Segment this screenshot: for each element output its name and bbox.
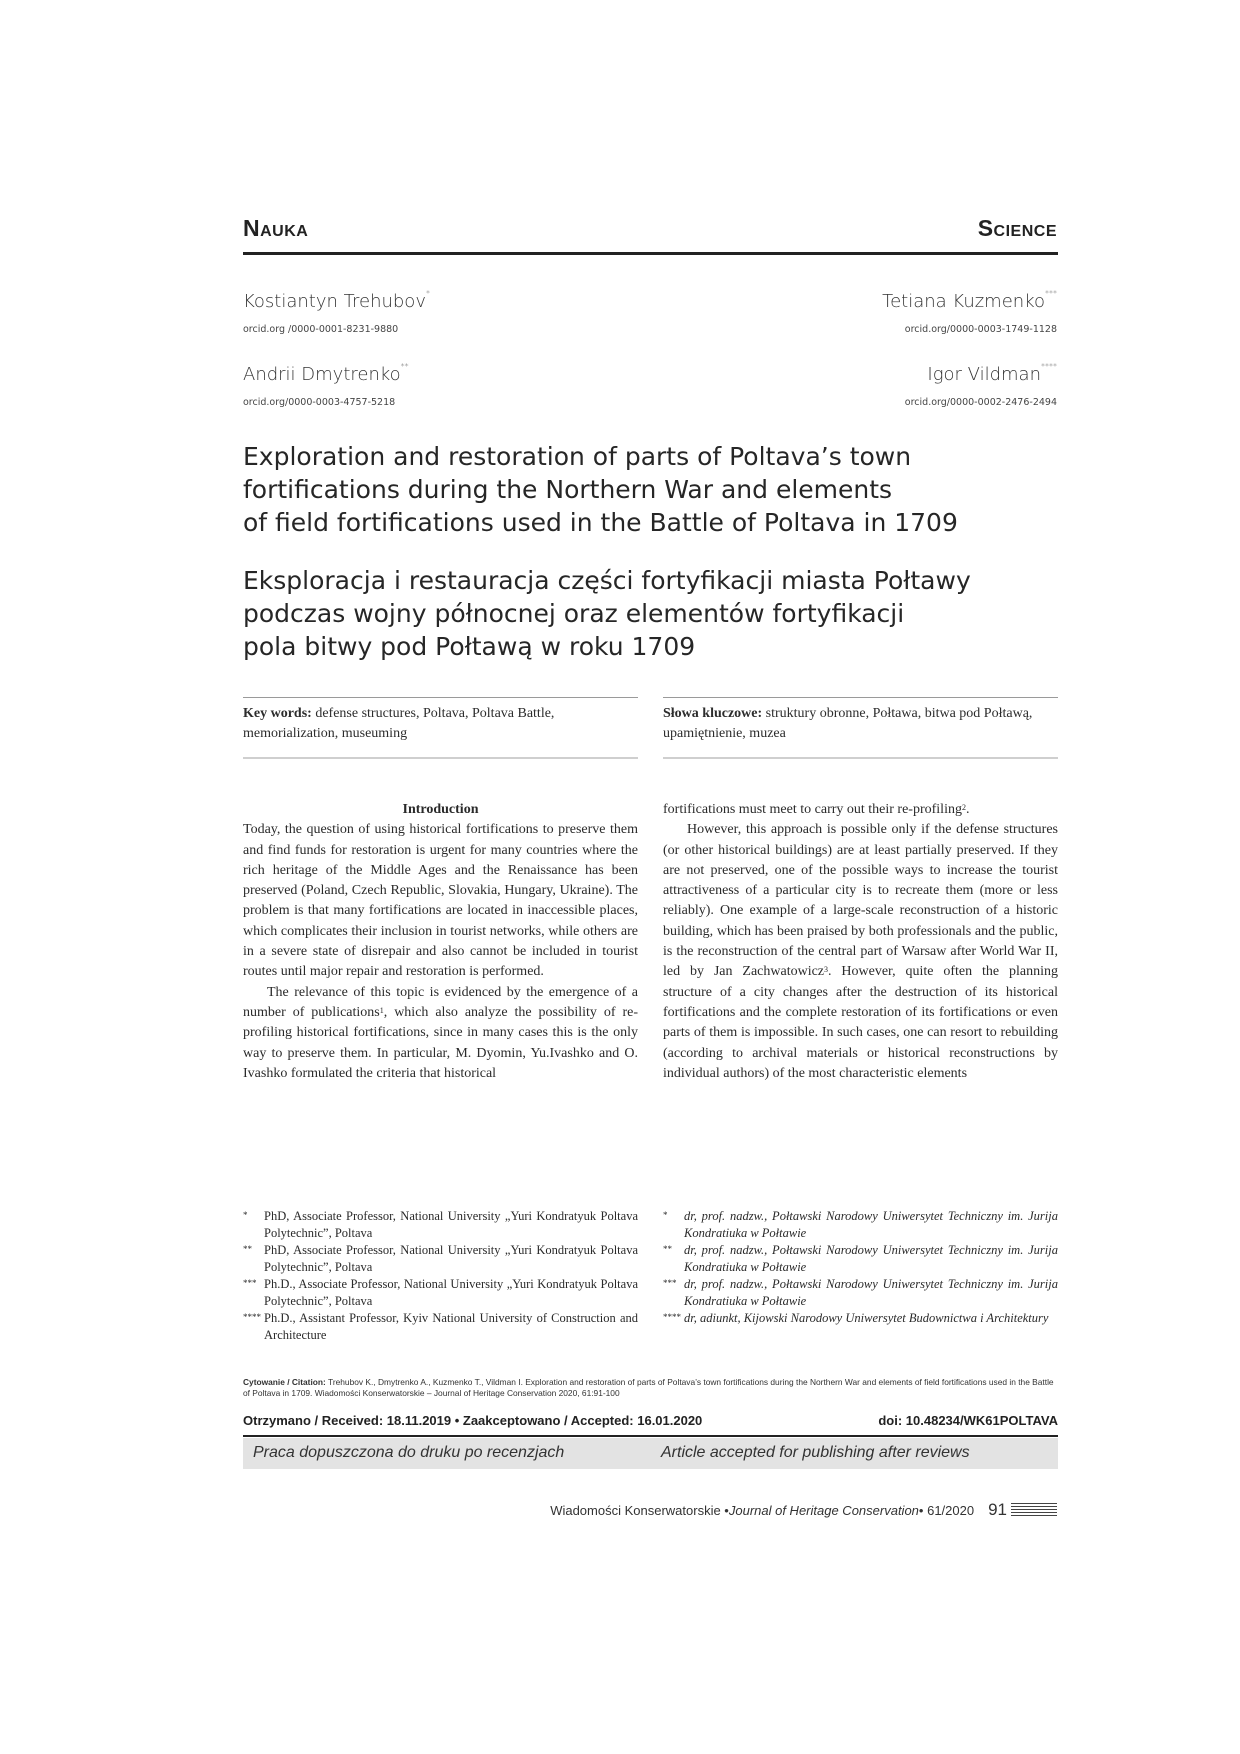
footnote: ** PhD, Associate Professor, National University „Yuri Kondratyuk Poltava Polytechnic”, Poltava (243, 1243, 638, 1274)
received-accepted-dates: Otrzymano / Received: 18.11.2019 • Zaakceptowano / Accepted: 16.01.2020 (243, 1413, 703, 1428)
footnotes-polish (663, 1208, 1058, 1327)
footnote: *** dr, prof. nadzw., Połtawski Narodowy Uniwersytet Techniczny im. Jurija Kondratiuka w Połtawie (663, 1277, 1058, 1308)
author-1: Kostiantyn Trehubov* (243, 289, 430, 312)
footnote: ** dr, prof. nadzw., Połtawski Narodowy Uniwersytet Techniczny im. Jurija Kondratiuka w Połtawie (663, 1243, 1058, 1274)
author-3-orcid[interactable]: orcid.org/0000-0003-1749-1128 (904, 324, 1057, 335)
keywords-rule-right (663, 697, 1058, 698)
doi-link[interactable]: doi: 10.48234/WK61POLTAVA (878, 1413, 1058, 1428)
review-banner (243, 1438, 1058, 1469)
body-column-right (663, 800, 1058, 1084)
body-column-left (243, 800, 638, 1084)
review-note-polish: Praca dopuszczona do druku po recenzjach (253, 1444, 565, 1461)
keywords-polish: Słowa kluczowe: struktury obronne, Połtawa, bitwa pod Połtawą, upamiętnienie, muzea (663, 706, 1033, 741)
footnote: *** Ph.D., Associate Professor, National University „Yuri Kondratyuk Poltava Polytechnic”, Poltava (243, 1277, 638, 1308)
footnote-ref[interactable]: 2 (961, 803, 966, 812)
journal-name-english: Journal of Heritage Conservation (728, 1502, 919, 1518)
journal-issue: • 61/2020 (918, 1502, 975, 1518)
keywords-english: Key words: defense structures, Poltava, Poltava Battle, memorialization, museuming (243, 706, 555, 741)
keywords-rule-left (243, 697, 638, 698)
section-label-left: Nauka (243, 215, 309, 241)
dates-row (243, 1413, 1058, 1428)
page-ornament-lines (1011, 1503, 1057, 1517)
author-3: Tetiana Kuzmenko*** (882, 289, 1057, 312)
footnote: **** dr, adiunkt, Kijowski Narodowy Uniwersytet Budownictwa i Architektury (663, 1311, 1049, 1325)
title-polish: Eksploracja i restauracja części fortyfikacji miasta Połtawy podczas wojny północnej oraz elementów fortyfikacji pola bitwy pod Połtawą w roku 1709 (243, 566, 971, 661)
author-4: Igor Vildman**** (927, 362, 1057, 385)
keywords-bar-right (663, 757, 1058, 759)
section-heading-introduction: Introduction (402, 802, 479, 817)
footnote-ref[interactable]: 3 (824, 965, 829, 975)
footnote-ref[interactable]: 1 (379, 1005, 384, 1015)
footnotes-english (243, 1208, 638, 1344)
author-2: Andrii Dmytrenko** (243, 362, 409, 385)
paragraph: fortifications must meet to carry out their re-profiling$^2$. (663, 802, 970, 817)
footnote: * dr, prof. nadzw., Połtawski Narodowy Uniwersytet Techniczny im. Jurija Kondratiuka w Połtawie (663, 1209, 1058, 1240)
paragraph: The relevance of this topic is evidenced by the emergence of a number of publications$^1$, which also analyze the possibility of re-profiling historical fortifications, since in many cases this is the only way to preserve them. In particular, M. Dyomin, Yu.Ivashko and O. Ivashko formulated the criteria that historical (243, 984, 638, 1081)
header-rule (243, 252, 1058, 255)
review-note-english: Article accepted for publishing after reviews (661, 1444, 970, 1461)
author-1-orcid[interactable]: orcid.org /0000-0001-8231-9880 (243, 324, 399, 335)
author-2-orcid[interactable]: orcid.org/0000-0003-4757-5218 (243, 397, 396, 408)
section-label-right: Science (977, 215, 1057, 241)
title-english: Exploration and restoration of parts of Poltava’s town fortifications during the Northern War and elements of field fortifications used in the Battle of Poltava in 1709 (243, 442, 958, 537)
keywords-bar-left (243, 757, 638, 759)
author-4-orcid[interactable]: orcid.org/0000-0002-2476-2494 (904, 397, 1057, 408)
page-number: 91 (988, 1500, 1007, 1519)
paragraph: Today, the question of using historical fortifications to preserve them and find funds for restoration is urgent for many countries where the rich heritage of the Middle Ages and the Renaissance has been preserved (Poland, Czech Republic, Slovakia, Hungary, Ukraine). The problem is that many fortifications are located in inaccessible places, which complicates their inclusion in tourist networks, while others are in a severe state of disrepair and also cannot be included in tourist routes until major repair and restoration is performed. (243, 822, 638, 980)
citation: Cytowanie / Citation: Trehubov K., Dmytrenko A., Kuzmenko T., Vildman I. Exploration and restoration of parts of Poltava’s town fortifications during the Northern War and elements of field fortifications used in the Battle of Poltava in 1709. Wiadomości Konserwatorskie – Journal of Heritage Conservation 2020, 61:91-100 (243, 1377, 1054, 1398)
footnote: * PhD, Associate Professor, National University „Yuri Kondratyuk Poltava Polytechnic”, Poltava (243, 1209, 638, 1240)
paragraph: However, this approach is possible only if the defense structures (or other historical buildings) are at least partially preserved. If they are not preserved, one of the possible ways to increase the tourist attractiveness of a particular city is to recreate them (more or less reliably). One example of a large-scale reconstruction of a historic building, which has been praised by both professionals and the public, is the reconstruction of the central part of Warsaw after World War II, led by Jan Zachwatowicz$^3$. However, quite often the planning structure of a city changes after the destruction of its historical fortifications and the complete restoration of its fortifications or even parts of them is impossible. In such cases, one can resort to rebuilding (according to archival materials or historical reconstructions by individual authors) of the most characteristic elements (663, 822, 1058, 1081)
footnote: **** Ph.D., Assistant Professor, Kyiv National University of Construction and Architecture (243, 1311, 638, 1342)
dates-rule (243, 1435, 1058, 1437)
page-footer (550, 1500, 1057, 1520)
journal-name-polish: Wiadomości Konserwatorskie • (550, 1502, 729, 1518)
